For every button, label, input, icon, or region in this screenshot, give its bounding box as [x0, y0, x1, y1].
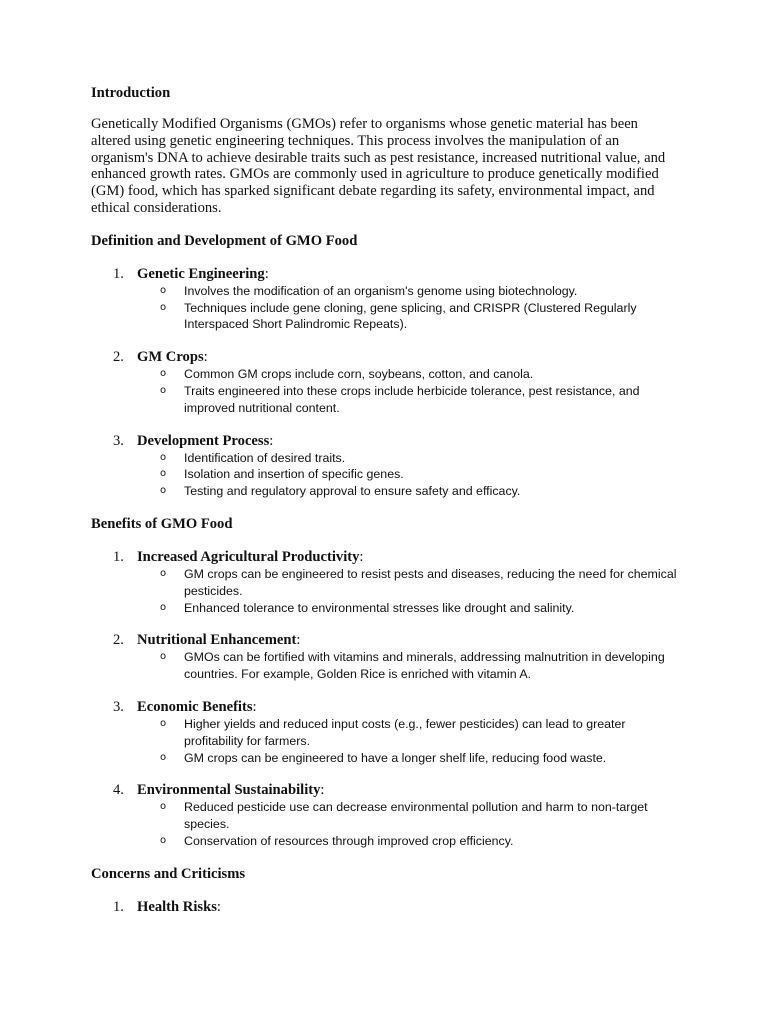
bullet-text: Conservation of resources through improved crop efficiency.	[184, 833, 514, 848]
numbered-list-item	[91, 698, 691, 766]
bullet-text: Common GM crops include corn, soybeans, cotton, and canola.	[184, 367, 534, 382]
bullet-text: Testing and regulatory approval to ensure safety and efficacy.	[184, 484, 521, 499]
intro-paragraph: Genetically Modified Organisms (GMOs) refer to organisms whose genetic material has been altered using genetic engineering techniques. This process involves the manipulation of an organism's DNA to achieve desirable traits such as pest resistance, increased nutritional value, and enhanced growth rates. GMOs are commonly used in agriculture to produce genetically modified (GM) food, which has sparked significant debate regarding its safety, environmental impact, and ethical considerations.	[91, 116, 666, 216]
bullet-list	[91, 566, 691, 616]
bullet-item	[91, 466, 684, 483]
intro-heading: Introduction	[91, 85, 171, 101]
bullet-text: GMOs can be fortified with vitamins and minerals, addressing malnutrition in developing countries. For example, Golden Rice is enriched with vitamin A.	[184, 650, 665, 682]
list-item-title: Environmental Sustainability	[137, 782, 321, 799]
list-number: 1.	[113, 265, 124, 282]
bullet-item	[91, 383, 684, 417]
document-section	[91, 515, 691, 850]
bullet-list	[91, 283, 691, 333]
list-item-heading	[91, 631, 691, 649]
bullet-item	[91, 833, 684, 850]
bullet-item	[91, 450, 684, 467]
bullet-text: Traits engineered into these crops include herbicide tolerance, pest resistance, and improved nutritional content.	[184, 383, 640, 415]
list-item-heading	[91, 548, 691, 566]
numbered-list-item	[91, 898, 691, 916]
bullet-text: Techniques include gene cloning, gene splicing, and CRISPR (Clustered Regularly Interspaced Short Palindromic Repeats).	[184, 300, 637, 332]
bullet-item	[91, 750, 684, 767]
list-item-heading	[91, 348, 691, 366]
document-section	[91, 865, 691, 916]
bullet-item	[91, 716, 684, 750]
list-number: 2.	[113, 632, 124, 649]
list-number: 1.	[113, 898, 124, 915]
list-item-colon: :	[320, 782, 325, 799]
list-item-heading	[91, 698, 691, 716]
bullet-circle-icon: o	[160, 485, 167, 497]
bullet-circle-icon: o	[160, 717, 167, 729]
bullet-circle-icon: o	[160, 468, 167, 480]
bullet-list	[91, 649, 691, 683]
list-number: 3.	[113, 698, 124, 715]
sections-container	[91, 232, 691, 916]
bullet-circle-icon: o	[160, 301, 167, 313]
bullet-text: GM crops can be engineered to resist pests and diseases, reducing the need for chemical pesticides.	[184, 566, 677, 598]
list-item-colon: :	[296, 632, 301, 649]
numbered-list-item	[91, 781, 691, 849]
bullet-circle-icon: o	[160, 284, 167, 296]
bullet-item	[91, 300, 684, 334]
numbered-list	[91, 548, 691, 850]
section-heading: Concerns and Criticisms	[91, 865, 246, 882]
bullet-circle-icon: o	[160, 567, 167, 579]
bullet-item	[91, 566, 684, 600]
list-item-title: Economic Benefits	[137, 698, 253, 715]
list-item-heading	[91, 432, 691, 450]
list-number: 4.	[113, 782, 124, 799]
bullet-list	[91, 799, 691, 849]
bullet-text: Involves the modification of an organism's genome using biotechnology.	[184, 283, 578, 298]
bullet-circle-icon: o	[160, 751, 167, 763]
bullet-item	[91, 649, 684, 683]
bullet-circle-icon: o	[160, 368, 167, 380]
list-number: 1.	[113, 548, 124, 565]
bullet-circle-icon: o	[160, 601, 167, 613]
document-body	[91, 84, 691, 931]
list-item-title: GM Crops	[137, 349, 204, 366]
bullet-circle-icon: o	[160, 834, 167, 846]
bullet-text: Identification of desired traits.	[184, 450, 346, 465]
numbered-list-item	[91, 548, 691, 616]
bullet-text: Enhanced tolerance to environmental stresses like drought and salinity.	[184, 600, 575, 615]
list-item-title: Increased Agricultural Productivity	[137, 548, 360, 565]
list-item-colon: :	[252, 698, 257, 715]
bullet-list	[91, 366, 691, 416]
list-number: 3.	[113, 432, 124, 449]
list-item-colon: :	[203, 349, 208, 366]
bullet-item	[91, 600, 684, 617]
list-item-heading	[91, 781, 691, 799]
section-heading: Benefits of GMO Food	[91, 515, 233, 532]
list-item-heading	[91, 265, 691, 283]
list-item-colon: :	[269, 432, 274, 449]
numbered-list-item	[91, 265, 691, 333]
list-item-title: Development Process	[137, 432, 270, 449]
list-item-colon: :	[359, 548, 364, 565]
list-item-title: Health Risks	[137, 898, 217, 915]
list-item-title: Genetic Engineering	[137, 265, 265, 282]
document-section	[91, 232, 691, 500]
numbered-list	[91, 265, 691, 500]
bullet-circle-icon: o	[160, 451, 167, 463]
bullet-item	[91, 283, 684, 300]
numbered-list-item	[91, 432, 691, 500]
bullet-list	[91, 450, 691, 500]
list-item-colon: :	[216, 898, 221, 915]
bullet-list	[91, 716, 691, 766]
numbered-list-item	[91, 631, 691, 683]
bullet-circle-icon: o	[160, 384, 167, 396]
bullet-text: Reduced pesticide use can decrease environmental pollution and harm to non-target species.	[184, 800, 648, 832]
numbered-list-item	[91, 348, 691, 416]
bullet-text: Higher yields and reduced input costs (e.g., fewer pesticides) can lead to greater profitability for farmers.	[184, 716, 626, 748]
section-heading: Definition and Development of GMO Food	[91, 232, 358, 249]
bullet-text: Isolation and insertion of specific genes.	[184, 467, 404, 482]
list-item-colon: :	[264, 265, 269, 282]
bullet-circle-icon: o	[160, 651, 167, 663]
bullet-circle-icon: o	[160, 801, 167, 813]
list-item-title: Nutritional Enhancement	[137, 632, 297, 649]
bullet-item	[91, 799, 684, 833]
bullet-text: GM crops can be engineered to have a longer shelf life, reducing food waste.	[184, 750, 607, 765]
numbered-list	[91, 898, 691, 916]
bullet-item	[91, 483, 684, 500]
list-number: 2.	[113, 349, 124, 366]
list-item-heading	[91, 898, 691, 916]
bullet-item	[91, 366, 684, 383]
